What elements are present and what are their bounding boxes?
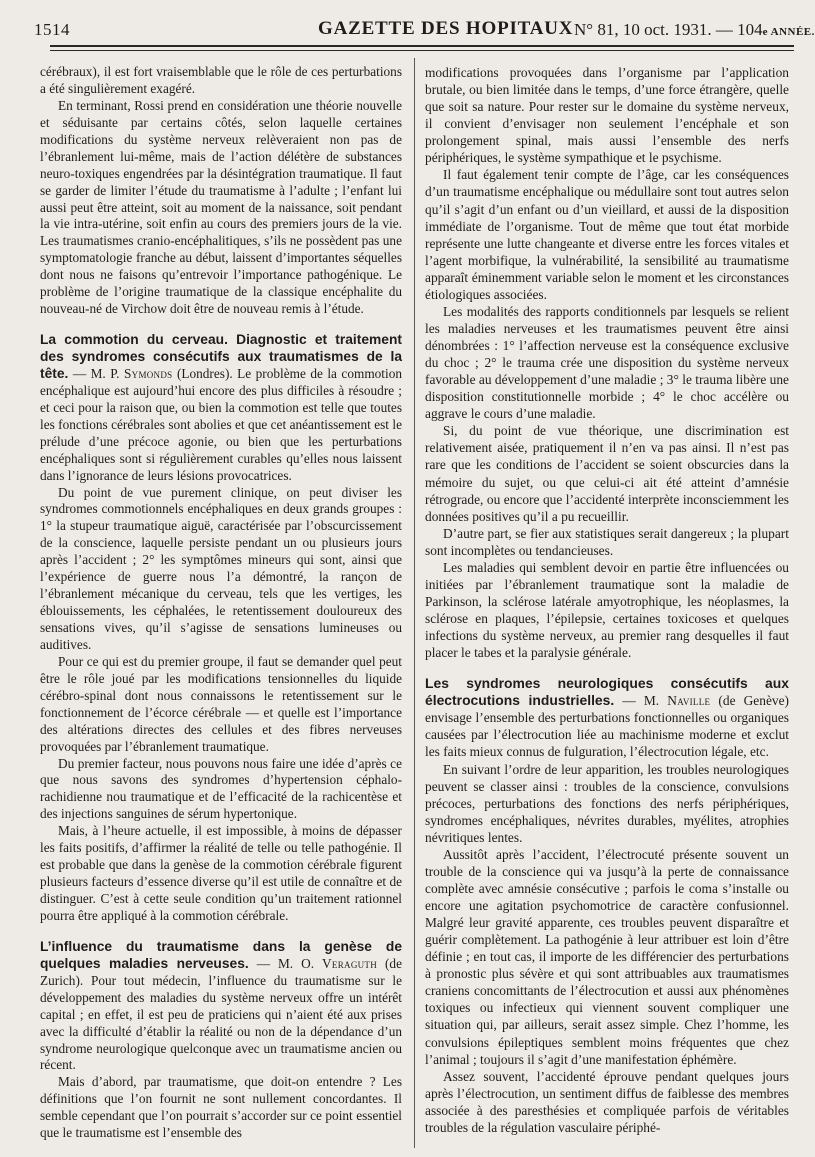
section-title: L’influence du traumatisme dans la genèse de quelques maladies nerveuses.	[40, 938, 402, 971]
issue-year-label: e ANNÉE.	[762, 26, 815, 38]
paragraph: Pour ce qui est du premier groupe, il faut se demander quel peut être le rôle joué par les modifications tensionnelles du liquide cérébro-spinal dont nous connaissons le retentissement sur le fonctionnement de l’écorce cérébrale — et quelle est l’importance des altérations directes des cellules et des fibres nerveuses provoquées par l’ébranlement traumatique.	[40, 653, 402, 754]
page-header	[0, 0, 815, 46]
paragraph: En terminant, Rossi prend en considération une théorie nouvelle et séduisante par certains côtés, selon laquelle certaines modifications du système nerveux relèveraient non pas de l’ébranlement lui-même, mais de l’action délétère de substances neuro-toxiques engendrées par la désintégration traumatique. Il faut se garder de limiter l’étude du traumatisme à l’adulte ; l’enfant lui aussi peut être atteint, soit au moment de la naissance, soit pendant la vie intra-utérine, soit enfin au cours des premiers jours de la vie. Les traumatismes cranio-encéphalitiques, s’ils ne possèdent pas une symptomatologie franche au début, laissent d’importantes séquelles dont nous ne faisons qu’entrevoir l’importance pathogénique. Le problème de l’origine traumatique de la classique encéphalite du nouveau-né de Virchow doit être de nouveau remis à l’étude.	[40, 97, 402, 317]
column-divider	[414, 58, 415, 1148]
left-column	[40, 64, 402, 1142]
section-title: La commotion du cerveau. Diagnostic et traitement des syndromes consécutifs aux traumatismes de la tête.	[40, 332, 402, 381]
author-name: Naville	[667, 693, 711, 709]
author-name: Symonds	[123, 365, 173, 381]
section-title: Les syndromes neurologiques consécutifs aux électrocutions industrielles.	[425, 675, 789, 709]
paragraph: Les maladies qui semblent devoir en partie être influencées ou initiées par l’ébranlement traumatique sont la maladie de Parkinson, la sclérose latérale amyotrophique, les néoplasmes, la sclérose en plaques, l’épilepsie, certaines toxicoses et quelques infections du système nerveux, au premier rang desquelles il faut placer le tabes et la paralysie générale.	[425, 559, 789, 661]
section-body: (de Genève) envisage l’ensemble des perturbations fonctionnelles ou organiques causées par l’électrocution liée au machinisme moderne et exclut les faits mieux connus de fulguration, l’électrocution légale, etc.	[425, 693, 789, 760]
journal-title: GAZETTE DES HOPITAUX	[318, 18, 574, 39]
section-body: (de Zurich). Pour tout médecin, l’influence du traumatisme sur le développement des maladies du système nerveux offre un intérêt capital ; en effet, il est peu de praticiens qui n’aient été aux prises avec la difficulté d’établir la réalité ou non de la dépendance d’un syndrome neurologique quelconque avec un traumatisme ancien ou récent.	[40, 955, 402, 1073]
paragraph: Si, du point de vue théorique, une discrimination est relativement aisée, pratiquement il n’en va pas ainsi. Il n’est pas rare que les conditions de l’accident se soient obscurcies dans la mémoire du sujet, ou que celui-ci ait été atteint d’amnésie rétrograde, ou encore que l’accidenté interprète inconsciemment les données positives qu’il a pu recueillir.	[425, 423, 789, 524]
paragraph: D’autre part, se fier aux statistiques serait dangereux ; la plupart sont incomplètes ou tendancieuses.	[425, 525, 789, 558]
author-dash: — M.	[614, 693, 668, 709]
paragraph: Du premier facteur, nous pouvons nous faire une idée d’après ce que nous savons des syndromes d’hypertension céphalo-rachidienne nou traumatique et de l’efficacité de la rachicentèse et des injections sanguines de sérum hypertonique.	[40, 755, 402, 822]
author-name: Veraguth	[322, 955, 378, 971]
header-rule-thin	[50, 50, 794, 51]
paragraph: Aussitôt après l’accident, l’électrocuté présente souvent un trouble de la conscience qui va jusqu’à la perte de connaissance complète avec amnésie consécutive ; parfois le coma s’installe ou encore une agitation psychomotrice de caractère confusionnel. Malgré leur gravité apparente, ces troubles peuvent disparaître et guérir complètement. La pathogénie à leur attribuer est loin d’être définie ; en tout cas, il importe de les différencier des perturbations à pronostic plus sévère et qui sont attribuables aux traumatismes craniens concomittants de l’électrocution et aussi aux phénomènes toxiques ou infectieux qui viennent souvent compliquer une situation qui, par ailleurs, serait assez simple. Chez l’homme, les convulsions épileptiques semblent moins fréquentes que chez l’animal ; toujours il s’agit d’une manifestation éphémère.	[425, 846, 789, 1067]
author-dash: — M. P.	[68, 365, 124, 381]
paragraph: Mais, à l’heure actuelle, il est impossible, à moins de dépasser les faits positifs, d’affirmer la réalité de telle ou telle pathogénie. Il est probable que dans la genèse de la commotion cérébrale figurent plusieurs facteurs d’essence diverse qu’il est utile de connaître et de distinguer. C’est à cette seule condition qu’un traitement rationnel pourra être appliqué à la commotion cérébrale.	[40, 823, 402, 923]
issue-info	[574, 20, 815, 40]
right-column	[425, 64, 789, 1136]
paragraph: Les modalités des rapports conditionnels par lesquels se relient les maladies nerveuses et les traumatismes peuvent être ainsi dénombrées : 1° l’affection nerveuse est la conséquence exclusive du choc ; 2° le trauma crée une disposition du système nerveux favorable au développement d’une maladie ; 3° le trauma libère une disposition constitutionnelle morbide ; 4° le choc accélère ou aggrave le cours d’une maladie.	[425, 303, 789, 422]
issue-date: N° 81, 10 oct. 1931. — 104	[574, 20, 763, 39]
paragraph: Mais d’abord, par traumatisme, que doit-on entendre ? Les définitions que l’on fournit ne sont nullement concordantes. Il semble cependant que l’on pourrait s’accorder sur ce point essentiel que le traumatisme est l’ensemble des	[40, 1074, 402, 1141]
header-rule-thick	[50, 45, 794, 47]
paragraph: cérébraux), il est fort vraisemblable que le rôle de ces perturbations a été singulièrement exagéré.	[40, 64, 402, 96]
section-body: (Londres). Le problème de la commotion encéphalique est aujourd’hui encore des plus difficiles à résoudre ; et ceci pour la raison que, ou bien la commotion est telle que toutes les fonctions cérébrales sont abolies et que cet anéantissement est le prélude d’une précoce agonie, ou bien que les perturbations encéphaliques sont si régulièrement curables qu’elles nous laissent dans l’ignorance de leurs lésions provocatrices.	[40, 365, 402, 483]
paragraph: Assez souvent, l’accidenté éprouve pendant quelques jours après l’électrocution, un sentiment diffus de faiblesse des membres associée à des paresthésies et compliquée parfois de véritables troubles de la régulation vasculaire périphé-	[425, 1068, 789, 1135]
author-dash: — M. O.	[248, 955, 323, 971]
paragraph: En suivant l’ordre de leur apparition, les troubles neurologiques peuvent se classer ainsi : troubles de la conscience, convulsions précoces, perturbations des fonctions des nerfs périphériques, syndromes encéphaliques, névrites durables, myélites, atrophies névritiques lentes.	[425, 761, 789, 845]
paragraph: Il faut également tenir compte de l’âge, car les conséquences d’un traumatisme encéphalique ou médullaire sont tout autres selon qu’il s’agit d’un enfant ou d’un vieillard, et aussi de la disposition immédiate de l’organisme. Tout de même que tout état morbide représente une lutte changeante et diverse entre les forces vitales et l’agent morbifique, la vulnérabilité, la sensibilité au traumatisme apparaît éminemment variable selon le moment et les circonstances étiologiques associées.	[425, 167, 789, 302]
page-number: 1514	[34, 20, 70, 39]
paragraph: Du point de vue purement clinique, on peut diviser les syndromes commotionnels encéphaliques en deux grands groupes : 1° la stupeur traumatique aiguë, caractérisée par l’obscurcissement de la conscience, laquelle persiste pendant un ou plusieurs jours après l’accident ; 2° les symptômes mineurs qui sont, ainsi que l’expérience de guerre nous l’a démontré, la rançon de l’ébranlement mécanique du cerveau, tels que les vertiges, les éblouissements, les céphalées, le retentissement douloureux des sensations vives, qu’il s’agisse de sensations lumineuses ou auditives.	[40, 484, 402, 652]
paragraph: modifications provoquées dans l’organisme par l’application brutale, ou bien limitée dans le temps, d’une force étrangère, quelle que soit sa nature. Pour rester sur le domaine du système nerveux, il convient d’envisager non seulement l’encéphale et son prolongement spinal, mais aussi l’ensemble des nerfs périphériques, le système sympathique et le psychisme.	[425, 65, 789, 166]
